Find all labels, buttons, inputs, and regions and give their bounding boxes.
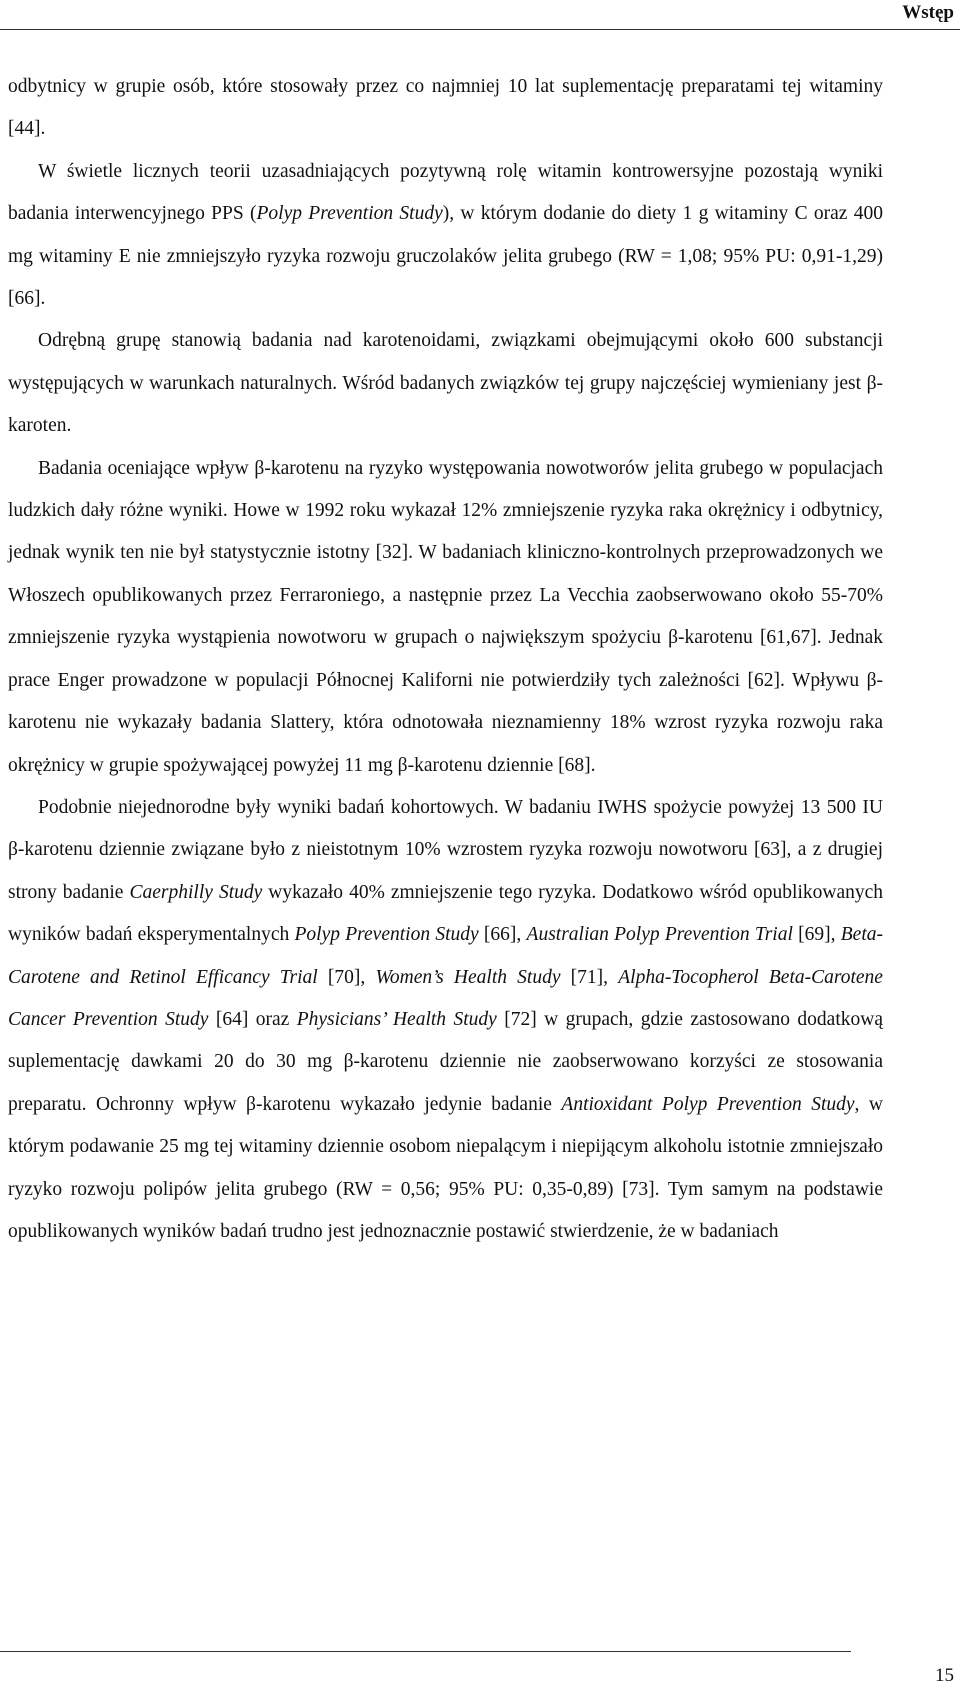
text-run: Podobnie niejednorodne były wyniki badań kohortowych. W badaniu IWHS spożycie powyżej 13 500 IU β-karotenu dziennie związane było z nieistotnym 10% wzrostem ryzyka rozwoju nowotworu [63], a z drugiej strony badanie [8,796,883,903]
study-name: Polyp Prevention Study [294,924,479,946]
study-name: Beta-Carotene and Retinol Efficancy Trial [8,924,883,988]
document-body [8,66,883,1253]
text-run: [70], [317,966,376,988]
study-name: Caerphilly Study [129,881,263,903]
text-run: [72] w grupach, gdzie zastosowano dodatkową suplementację dawkami 20 do 30 mg β-karotenu dziennie nie zaobserwowano korzyści ze stosowania preparatu. Ochronny wpływ β-karotenu wykazało jedynie badanie [8,1008,883,1115]
text-run: [66], [478,924,527,946]
text-run: [64] oraz [208,1008,297,1030]
study-name: Alpha-Tocopherol Beta-Carotene Cancer Prevention Study [8,966,883,1030]
text-run: [69], [792,924,841,946]
study-name: Women’s Health Study [375,966,561,988]
text-run: wykazało 40% zmniejszenie tego ryzyka. Dodatkowo wśród opublikowanych wyników badań eksperymentalnych [8,881,884,946]
paragraph-cohort-studies [8,787,883,1253]
study-name: Australian Polyp Prevention Trial [526,924,793,946]
paragraph-vitamins: W świetle licznych teorii uzasadniających pozytywną rolę witamin kontrowersyjne pozostają wyniki badania interwencyjnego PPS (Polyp Prevention Study), w którym dodanie do diety 1 g witaminy C oraz 400 mg witaminy E nie zmniejszyło ryzyka rozwoju gruczolaków jelita grubego (RW = 1,08; 95% PU: 0,91-1,29) [66]. [8,160,883,310]
footer-divider [0,1651,851,1652]
header-divider [0,29,960,30]
paragraph-beta-carotene-studies: Badania oceniające wpływ β-karotenu na ryzyko występowania nowotworów jelita grubego w populacjach ludzkich dały różne wyniki. Howe w 1992 roku wykazał 12% zmniejszenie ryzyka raka okrężnicy i odbytnicy, jednak wynik ten nie był statystycznie istotny [32]. W badaniach kliniczno-kontrolnych przeprowadzonych we Włoszech opublikowanych przez Ferraroniego, a następnie przez La Vecchia zaobserwowano około 55-70% zmniejszenie ryzyka wystąpienia nowotworu w grupach o największym spożyciu β-karotenu [61,67]. Jednak prace Enger prowadzone w populacji Północnej Kaliforni nie potwierdziły tych zależności [62]. Wpływu β-karotenu nie wykazały badania Slattery, która odnotowała nieznamienny 18% wzrost ryzyka rozwoju raka okrężnicy w grupie spożywającej powyżej 11 mg β-karotenu dziennie [68]. [8,457,883,776]
text-run: [71], [560,966,619,988]
text-run: , w którym podawanie 25 mg tej witaminy dziennie osobom niepalącym i niepijącym alkoholu istotnie zmniejszało ryzyko rozwoju polipów jelita grubego (RW = 0,56; 95% PU: 0,35-0,89) [73]. Tym samym na podstawie opublikowanych wyników badań trudno jest jednoznacznie postawić stwierdzenie, że w badaniach [8,1093,883,1242]
running-header-title: Wstęp [902,2,954,23]
page-number: 15 [935,1665,954,1686]
paragraph-continuation: odbytnicy w grupie osób, które stosowały przez co najmniej 10 lat suplementację preparatami tej witaminy [44]. [8,76,883,140]
study-name: Physicians’ Health Study [296,1008,497,1030]
paragraph-carotenoids: Odrębną grupę stanowią badania nad karotenoidami, związkami obejmującymi około 600 substancji występujących w warunkach naturalnych. Wśród badanych związków tej grupy najczęściej wymieniany jest β-karoten. [8,330,883,437]
study-name: Antioxidant Polyp Prevention Study [561,1093,855,1115]
